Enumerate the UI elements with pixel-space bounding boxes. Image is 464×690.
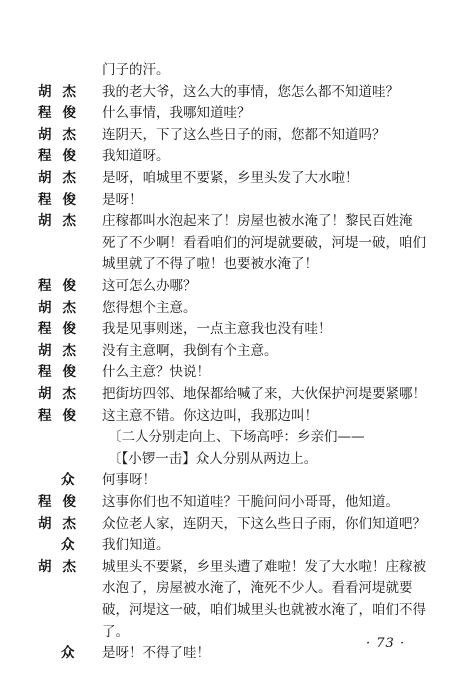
line-text: 了。 (102, 623, 129, 640)
line-text: 您得想个主意。 (102, 299, 197, 316)
dialogue-line (0, 296, 464, 320)
dialogue-continuation (0, 598, 464, 622)
line-text: 把街坊四邻、地保都给喊了来，大伙保护河堤要紧哪！ (102, 386, 426, 402)
dialogue-continuation (0, 252, 464, 276)
line-text: 破，河堤这一破，咱们城里头也就被水淹了，咱们不得 (102, 602, 426, 618)
speaker-name: 众 (61, 537, 86, 554)
dialogue-line (0, 512, 464, 536)
dialogue-line (0, 188, 464, 212)
line-text: 是呀！不得了哇！ (102, 645, 210, 662)
line-text: 我知道呀。 (102, 148, 170, 165)
line-text: 连阴天，下了这么些日子的雨，您都不知道吗？ (102, 126, 386, 143)
stage-direction (0, 425, 464, 449)
line-text: 门子的汗。 (102, 62, 170, 78)
dialogue-continuation (0, 58, 464, 82)
line-text: 什么主意？快说！ (102, 364, 210, 381)
dialogue-line (0, 80, 464, 104)
line-text: 何事呀！ (102, 472, 156, 489)
speaker-name: 众 (61, 645, 86, 662)
dialogue-line (0, 166, 464, 190)
dialogue-line (0, 209, 464, 233)
speaker-name: 程俊 (38, 321, 87, 338)
line-text: 是呀！ (102, 191, 143, 208)
speaker-name: 众 (61, 472, 86, 489)
speaker-name: 胡杰 (38, 515, 87, 532)
speaker-name: 程俊 (38, 494, 87, 510)
speaker-name: 胡杰 (38, 342, 87, 359)
line-text: 城里就了不得了啦！也要被水淹了！ (102, 256, 318, 273)
line-text: 没有主意啊，我倒有个主意。 (102, 342, 278, 359)
speaker-name: 胡杰 (38, 299, 87, 316)
dialogue-line (0, 468, 464, 492)
line-text: 我是见事则迷，一点主意我也没有哇！ (102, 321, 332, 338)
speaker-name: 程俊 (38, 407, 87, 424)
speaker-name: 胡杰 (38, 386, 87, 402)
speaker-name: 胡杰 (38, 558, 87, 575)
dialogue-line (0, 360, 464, 384)
speaker-name: 程俊 (38, 278, 87, 294)
line-text: 〔二人分别走向上、下场高呼：乡亲们—— (108, 429, 365, 446)
dialogue-line (0, 533, 464, 557)
line-text: 〔【小锣一击】众人分别从两边上。 (108, 450, 318, 467)
speaker-name: 程俊 (38, 364, 87, 381)
line-text: 这主意不错。你这边叫，我那边叫！ (102, 407, 318, 424)
dialogue-line (0, 144, 464, 168)
line-text: 这事你们也不知道哇？干脆问问小哥哥，他知道。 (102, 494, 399, 510)
dialogue-continuation (0, 231, 464, 255)
line-text: 什么事情，我哪知道哇？ (102, 105, 251, 122)
dialogue-line (0, 101, 464, 125)
line-text: 死了不少啊！看看咱们的河堤就要破，河堤一破，咱们 (102, 234, 426, 251)
dialogue-line (0, 317, 464, 341)
speaker-name: 胡杰 (38, 170, 87, 186)
speaker-name: 程俊 (38, 105, 87, 122)
dialogue-line (0, 123, 464, 147)
dialogue-line (0, 404, 464, 428)
page-number: · 73 · (366, 636, 406, 651)
line-text: 庄稼都叫水泡起来了！房屋也被水淹了！黎民百姓淹 (102, 213, 413, 230)
line-text: 是呀，咱城里不要紧，乡里头发了大水啦！ (102, 170, 359, 186)
line-text: 城里头不要紧，乡里头遭了难啦！发了大水啦！庄稼被 (102, 558, 426, 575)
dialogue-line (0, 555, 464, 579)
speaker-name: 程俊 (38, 148, 87, 165)
line-text: 众位老人家，连阴天，下这么些日子雨，你们知道吧？ (102, 515, 426, 532)
line-text: 我们知道。 (102, 537, 170, 554)
line-text: 水泡了，房屋被水淹了，淹死不少人。看看河堤就要 (102, 580, 413, 597)
line-text: 我的老大爷，这么大的事情，您怎么都不知道哇？ (102, 83, 399, 100)
speaker-name: 胡杰 (38, 83, 87, 100)
dialogue-line (0, 382, 464, 406)
dialogue-line (0, 274, 464, 298)
speaker-name: 程俊 (38, 191, 87, 208)
speaker-name: 胡杰 (38, 126, 87, 143)
stage-direction (0, 447, 464, 471)
dialogue-continuation (0, 576, 464, 600)
dialogue-line (0, 339, 464, 363)
speaker-name: 胡杰 (38, 213, 87, 230)
line-text: 这可怎么办哪？ (102, 278, 197, 294)
dialogue-line (0, 490, 464, 514)
